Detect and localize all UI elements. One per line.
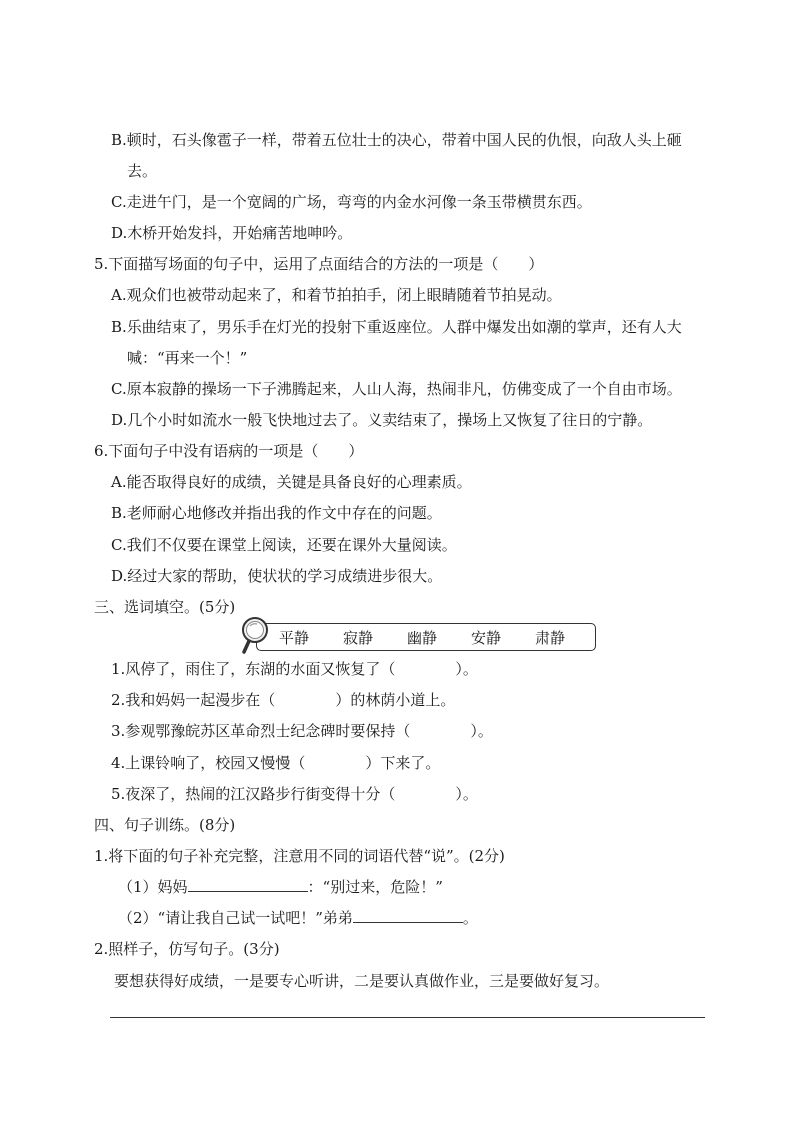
word-bank-item: 肃静 [535, 629, 566, 647]
q5-option-b: B.乐曲结束了，男乐手在灯光的投射下重返座位。人群中爆发出如潮的掌声，还有人大 [111, 318, 682, 336]
q6-option-b: B.老师耐心地修改并指出我的作文中存在的问题。 [111, 504, 442, 522]
q5-option-b-cont: 喊：“再来一个！” [127, 349, 248, 367]
s4-q2-stem: 2.照样子，仿写句子。(3分) [94, 940, 280, 958]
q4-option-c: C.走进午门，是一个宽阔的广场，弯弯的内金水河像一条玉带横贯东西。 [111, 193, 592, 211]
s4-q1-item-1-suffix: ：“别过来，危险！” [307, 878, 443, 896]
s4-q1-item-2 [118, 908, 478, 928]
q5-option-d: D.几个小时如流水一般飞快地过去了。义卖结束了，操场上又恢复了往日的宁静。 [111, 411, 653, 429]
q4-option-d: D.木桥开始发抖，开始痛苦地呻吟。 [111, 224, 353, 242]
s3-question-5: 5.夜深了，热闹的江汉路步行街变得十分（ ）。 [111, 785, 478, 803]
s4-q1-item-1 [118, 877, 443, 897]
q6-option-d: D.经过大家的帮助，使状状的学习成绩进步很大。 [111, 567, 443, 585]
q6-stem: 6.下面句子中没有语病的一项是（ ） [94, 442, 364, 460]
section4-heading: 四、句子训练。(8分) [94, 816, 236, 834]
answer-blank[interactable] [188, 891, 308, 892]
answer-blank[interactable] [353, 922, 463, 923]
s4-q1-item-1-prefix: （1）妈妈 [118, 878, 188, 896]
s4-q1-item-2-suffix: 。 [462, 909, 478, 927]
answer-line[interactable] [110, 1017, 705, 1018]
q4-option-b: B.顿时，石头像雹子一样，带着五位壮士的决心，带着中国人民的仇恨，向敌人头上砸 [111, 131, 682, 149]
s4-q1-item-2-prefix: （2）“请让我自己试一试吧！”弟弟 [118, 909, 353, 927]
section3-heading: 三、选词填空。(5分) [94, 598, 236, 616]
q4-option-b-cont: 去。 [127, 162, 158, 180]
s4-q1-stem: 1.将下面的句子补充完整，注意用不同的词语代替“说”。(2分) [94, 847, 505, 865]
word-bank-item: 平静 [279, 629, 310, 647]
word-bank-box [256, 623, 596, 651]
s3-question-3: 3.参观鄂豫皖苏区革命烈士纪念碑时要保持（ ）。 [111, 722, 493, 740]
q6-option-c: C.我们不仅要在课堂上阅读，还要在课外大量阅读。 [111, 536, 457, 554]
q6-option-a: A.能否取得良好的成绩，关键是具备良好的心理素质。 [111, 473, 472, 491]
word-bank-item: 安静 [471, 629, 502, 647]
q5-stem: 5.下面描写场面的句子中，运用了点面结合的方法的一项是（ ） [94, 255, 544, 273]
magnifier-icon [238, 615, 272, 655]
word-bank-item: 幽静 [407, 629, 438, 647]
q5-option-c: C.原本寂静的操场一下子沸腾起来，人山人海，热闹非凡，仿佛变成了一个自由市场。 [111, 380, 682, 398]
s3-question-4: 4.上课铃响了，校园又慢慢（ ）下来了。 [111, 754, 441, 772]
q5-option-a: A.观众们也被带动起来了，和着节拍拍手，闭上眼睛随着节拍晃动。 [111, 286, 562, 304]
s3-question-2: 2.我和妈妈一起漫步在（ ）的林荫小道上。 [111, 691, 456, 709]
s3-question-1: 1.风停了，雨住了，东湖的水面又恢复了（ ）。 [111, 660, 478, 678]
word-bank-item: 寂静 [343, 629, 374, 647]
s4-q2-example: 要想获得好成绩，一是要专心听讲，二是要认真做作业，三是要做好复习。 [114, 972, 610, 990]
